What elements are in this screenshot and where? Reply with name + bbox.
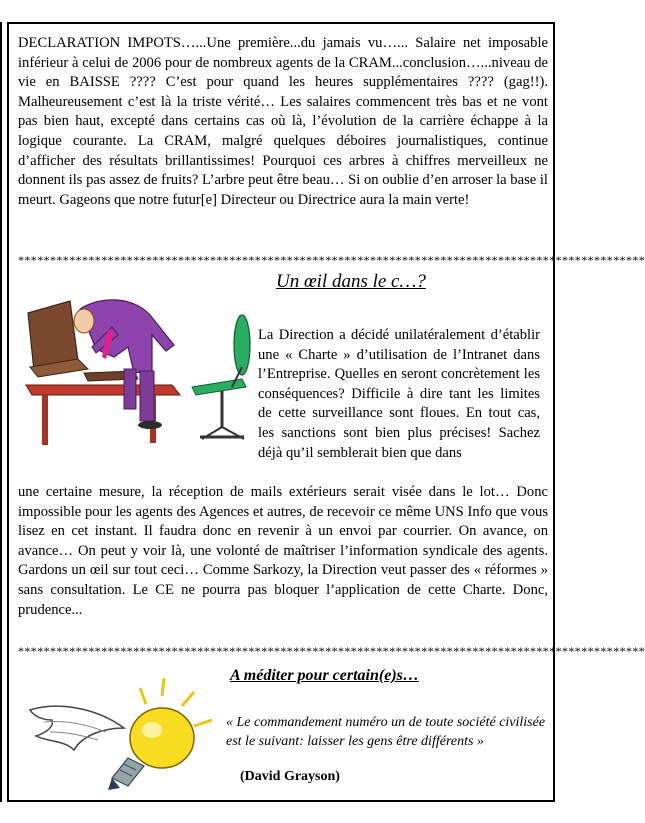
left-margin-rule: [0, 22, 2, 802]
separator-2: **************************************************************************************************: [18, 644, 645, 658]
article-charter-title: Un œil dans le c…?: [276, 271, 426, 292]
quote-text: « Le commandement numéro un de toute société civilisée est le suivant: laisser les gens être différents »: [226, 715, 546, 749]
separator-1: **************************************************************************************************: [18, 253, 645, 267]
computer-user-illustration: [22, 287, 258, 449]
article-charter-text-bottom: une certaine mesure, la réception de mails extérieurs serait visée dans le lot… Donc impossible pour les agents des Agences et autres, de recevoir ce même UNS Info que vous lisez en cet instant. Il faudra donc en revenir à un envoi par courrier. On avance, on avance… On peut y voir là, une volonté de maîtriser l’information syndicale des agents. Gardons un œil sur tout ceci… Comme Sarkozy, la Direction veut passer des « réformes » sans consultation. Le CE ne pourra pas bloquer l’application de cette Charte. Donc, prudence...: [18, 484, 548, 618]
winged-lightbulb-illustration: [24, 676, 220, 796]
article-quote-title: A méditer pour certain(e)s…: [230, 667, 419, 684]
article-taxes-text: DECLARATION IMPOTS…...Une première...du jamais vu…... Salaire net imposable inférieur à celui de 2006 pour de nombreux agents de la CRAM...conclusion…...niveau de vie en BAISSE ???? C’est pour quand les heures supplémentaires ???? (gag!!). Malheureusement c’est là la triste vérité… Les salaires commencent très bas et ne vont pas bien haut, excepté dans certains cas où là, l’évolution de la carrière échappe à la logique courante. La CRAM, malgré quelques déboires journalistiques, continue d’afficher des résultats brillantissimes! Pourquoi ces arbres à chiffres merveilleux ne donnent ils pas assez de fruits? L’arbre peut être beau… Si on oublie d’en arroser la base il meurt. Gageons que notre futur[e] Directeur ou Directrice aura la main verte!: [18, 35, 548, 208]
quote-author: (David Grayson): [240, 769, 340, 784]
article-charter-text-top: La Direction a décidé unilatéralement d’établir une « Charte » d’utilisation de l’Intranet dans l’Entreprise. Quelles en seront concrètement les conséquences? Difficile à dire tant les limites de cette surveillance sont floues. En tout cas, les sanctions sont bien plus précises! Sachez déjà qu’il semblerait bien que dans: [258, 327, 540, 461]
